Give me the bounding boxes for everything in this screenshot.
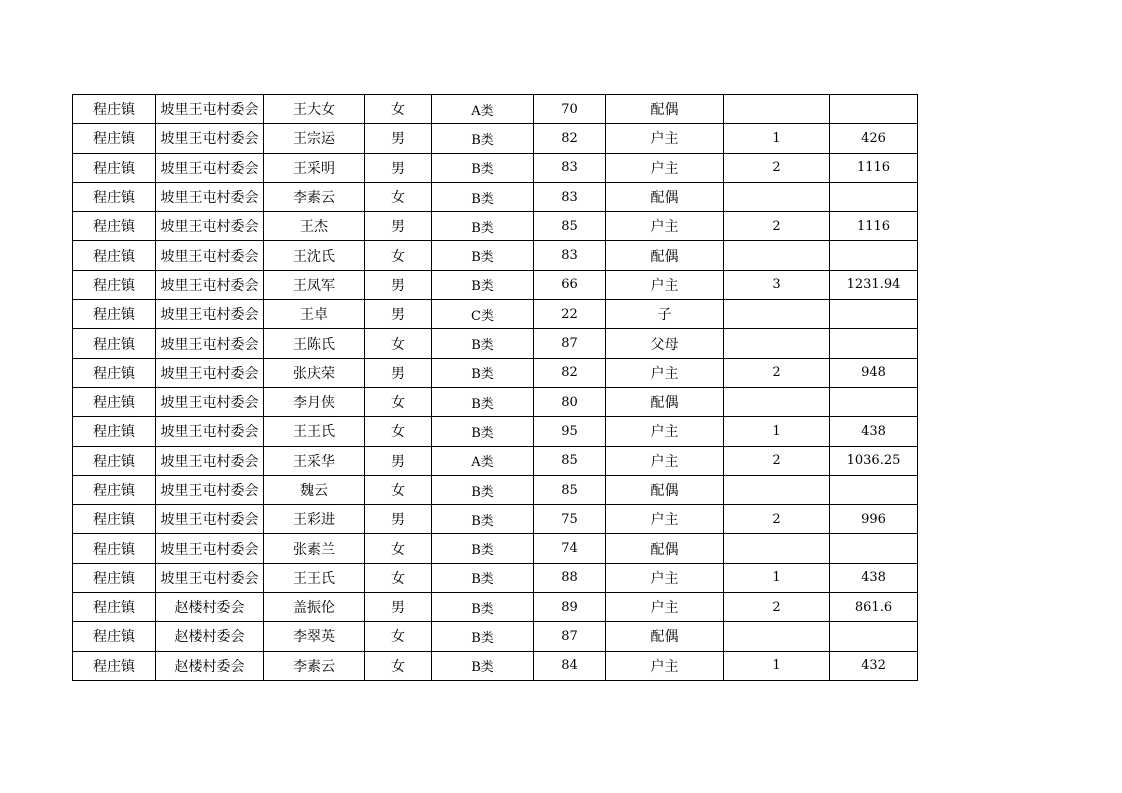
table-body bbox=[73, 95, 918, 681]
relation-cell: 户主 bbox=[606, 593, 724, 622]
amount-cell bbox=[830, 300, 918, 329]
relation-cell: 配偶 bbox=[606, 95, 724, 124]
category-cell: B类 bbox=[432, 182, 534, 211]
town-cell: 程庄镇 bbox=[73, 534, 156, 563]
relation-cell: 户主 bbox=[606, 358, 724, 387]
household-size-cell bbox=[724, 95, 830, 124]
gender-cell: 女 bbox=[365, 182, 432, 211]
age-cell: 89 bbox=[534, 593, 606, 622]
name-cell: 王采华 bbox=[264, 446, 365, 475]
village-cell: 坡里王屯村委会 bbox=[156, 505, 264, 534]
town-cell: 程庄镇 bbox=[73, 124, 156, 153]
table-row bbox=[73, 241, 918, 270]
name-cell: 张素兰 bbox=[264, 534, 365, 563]
gender-cell: 男 bbox=[365, 212, 432, 241]
name-cell: 盖振伦 bbox=[264, 593, 365, 622]
gender-cell: 男 bbox=[365, 505, 432, 534]
town-cell: 程庄镇 bbox=[73, 241, 156, 270]
village-cell: 坡里王屯村委会 bbox=[156, 358, 264, 387]
relation-cell: 户主 bbox=[606, 505, 724, 534]
household-size-cell bbox=[724, 534, 830, 563]
age-cell: 83 bbox=[534, 241, 606, 270]
gender-cell: 男 bbox=[365, 593, 432, 622]
name-cell: 李素云 bbox=[264, 182, 365, 211]
age-cell: 70 bbox=[534, 95, 606, 124]
category-cell: B类 bbox=[432, 475, 534, 504]
table-row bbox=[73, 270, 918, 299]
town-cell: 程庄镇 bbox=[73, 182, 156, 211]
village-cell: 坡里王屯村委会 bbox=[156, 270, 264, 299]
gender-cell: 男 bbox=[365, 300, 432, 329]
table-row bbox=[73, 182, 918, 211]
age-cell: 95 bbox=[534, 417, 606, 446]
amount-cell: 948 bbox=[830, 358, 918, 387]
gender-cell: 女 bbox=[365, 241, 432, 270]
name-cell: 王卓 bbox=[264, 300, 365, 329]
town-cell: 程庄镇 bbox=[73, 475, 156, 504]
household-size-cell bbox=[724, 300, 830, 329]
amount-cell bbox=[830, 475, 918, 504]
relation-cell: 配偶 bbox=[606, 182, 724, 211]
name-cell: 王王氏 bbox=[264, 563, 365, 592]
town-cell: 程庄镇 bbox=[73, 505, 156, 534]
amount-cell: 432 bbox=[830, 651, 918, 680]
town-cell: 程庄镇 bbox=[73, 95, 156, 124]
category-cell: B类 bbox=[432, 212, 534, 241]
gender-cell: 女 bbox=[365, 534, 432, 563]
amount-cell: 438 bbox=[830, 417, 918, 446]
village-cell: 坡里王屯村委会 bbox=[156, 124, 264, 153]
amount-cell: 996 bbox=[830, 505, 918, 534]
household-size-cell: 2 bbox=[724, 153, 830, 182]
gender-cell: 男 bbox=[365, 446, 432, 475]
category-cell: A类 bbox=[432, 95, 534, 124]
amount-cell: 1116 bbox=[830, 212, 918, 241]
table-row bbox=[73, 417, 918, 446]
gender-cell: 女 bbox=[365, 95, 432, 124]
town-cell: 程庄镇 bbox=[73, 593, 156, 622]
age-cell: 85 bbox=[534, 475, 606, 504]
household-size-cell: 2 bbox=[724, 358, 830, 387]
village-cell: 坡里王屯村委会 bbox=[156, 153, 264, 182]
category-cell: B类 bbox=[432, 124, 534, 153]
age-cell: 82 bbox=[534, 124, 606, 153]
town-cell: 程庄镇 bbox=[73, 212, 156, 241]
village-cell: 坡里王屯村委会 bbox=[156, 300, 264, 329]
name-cell: 王杰 bbox=[264, 212, 365, 241]
age-cell: 83 bbox=[534, 153, 606, 182]
category-cell: B类 bbox=[432, 651, 534, 680]
town-cell: 程庄镇 bbox=[73, 329, 156, 358]
table-row bbox=[73, 387, 918, 416]
category-cell: B类 bbox=[432, 417, 534, 446]
household-size-cell: 2 bbox=[724, 212, 830, 241]
relation-cell: 户主 bbox=[606, 212, 724, 241]
relation-cell: 父母 bbox=[606, 329, 724, 358]
town-cell: 程庄镇 bbox=[73, 387, 156, 416]
amount-cell: 1036.25 bbox=[830, 446, 918, 475]
name-cell: 魏云 bbox=[264, 475, 365, 504]
amount-cell bbox=[830, 622, 918, 651]
household-size-cell bbox=[724, 622, 830, 651]
name-cell: 李翠英 bbox=[264, 622, 365, 651]
gender-cell: 女 bbox=[365, 651, 432, 680]
village-cell: 坡里王屯村委会 bbox=[156, 446, 264, 475]
table-row bbox=[73, 563, 918, 592]
household-size-cell: 1 bbox=[724, 417, 830, 446]
village-cell: 坡里王屯村委会 bbox=[156, 387, 264, 416]
table-row bbox=[73, 358, 918, 387]
name-cell: 王大女 bbox=[264, 95, 365, 124]
category-cell: C类 bbox=[432, 300, 534, 329]
table-row bbox=[73, 95, 918, 124]
table-row bbox=[73, 153, 918, 182]
relation-cell: 户主 bbox=[606, 124, 724, 153]
household-size-cell: 2 bbox=[724, 446, 830, 475]
age-cell: 66 bbox=[534, 270, 606, 299]
category-cell: B类 bbox=[432, 505, 534, 534]
name-cell: 王凤军 bbox=[264, 270, 365, 299]
name-cell: 王彩进 bbox=[264, 505, 365, 534]
town-cell: 程庄镇 bbox=[73, 446, 156, 475]
table-row bbox=[73, 300, 918, 329]
amount-cell: 1231.94 bbox=[830, 270, 918, 299]
name-cell: 王采明 bbox=[264, 153, 365, 182]
amount-cell bbox=[830, 534, 918, 563]
name-cell: 王宗运 bbox=[264, 124, 365, 153]
village-cell: 赵楼村委会 bbox=[156, 622, 264, 651]
village-cell: 坡里王屯村委会 bbox=[156, 241, 264, 270]
name-cell: 李月侠 bbox=[264, 387, 365, 416]
age-cell: 83 bbox=[534, 182, 606, 211]
village-cell: 坡里王屯村委会 bbox=[156, 563, 264, 592]
gender-cell: 女 bbox=[365, 622, 432, 651]
amount-cell: 426 bbox=[830, 124, 918, 153]
age-cell: 82 bbox=[534, 358, 606, 387]
category-cell: B类 bbox=[432, 593, 534, 622]
household-size-cell bbox=[724, 182, 830, 211]
village-cell: 坡里王屯村委会 bbox=[156, 475, 264, 504]
age-cell: 22 bbox=[534, 300, 606, 329]
household-size-cell: 1 bbox=[724, 563, 830, 592]
town-cell: 程庄镇 bbox=[73, 651, 156, 680]
amount-cell bbox=[830, 387, 918, 416]
town-cell: 程庄镇 bbox=[73, 270, 156, 299]
household-size-cell: 3 bbox=[724, 270, 830, 299]
age-cell: 87 bbox=[534, 622, 606, 651]
name-cell: 王陈氏 bbox=[264, 329, 365, 358]
age-cell: 75 bbox=[534, 505, 606, 534]
category-cell: B类 bbox=[432, 270, 534, 299]
gender-cell: 男 bbox=[365, 124, 432, 153]
household-size-cell: 1 bbox=[724, 124, 830, 153]
gender-cell: 女 bbox=[365, 417, 432, 446]
town-cell: 程庄镇 bbox=[73, 622, 156, 651]
relation-cell: 户主 bbox=[606, 270, 724, 299]
gender-cell: 女 bbox=[365, 475, 432, 504]
household-size-cell bbox=[724, 475, 830, 504]
village-cell: 坡里王屯村委会 bbox=[156, 95, 264, 124]
category-cell: B类 bbox=[432, 387, 534, 416]
amount-cell: 861.6 bbox=[830, 593, 918, 622]
table-row bbox=[73, 124, 918, 153]
town-cell: 程庄镇 bbox=[73, 417, 156, 446]
household-size-cell bbox=[724, 329, 830, 358]
gender-cell: 女 bbox=[365, 387, 432, 416]
village-cell: 坡里王屯村委会 bbox=[156, 212, 264, 241]
table-row bbox=[73, 651, 918, 680]
village-cell: 赵楼村委会 bbox=[156, 651, 264, 680]
amount-cell: 438 bbox=[830, 563, 918, 592]
category-cell: B类 bbox=[432, 153, 534, 182]
amount-cell: 1116 bbox=[830, 153, 918, 182]
relation-cell: 户主 bbox=[606, 651, 724, 680]
relation-cell: 配偶 bbox=[606, 387, 724, 416]
category-cell: B类 bbox=[432, 622, 534, 651]
town-cell: 程庄镇 bbox=[73, 358, 156, 387]
category-cell: B类 bbox=[432, 563, 534, 592]
gender-cell: 男 bbox=[365, 153, 432, 182]
category-cell: B类 bbox=[432, 241, 534, 270]
age-cell: 84 bbox=[534, 651, 606, 680]
category-cell: B类 bbox=[432, 534, 534, 563]
town-cell: 程庄镇 bbox=[73, 153, 156, 182]
category-cell: A类 bbox=[432, 446, 534, 475]
gender-cell: 男 bbox=[365, 270, 432, 299]
age-cell: 80 bbox=[534, 387, 606, 416]
household-size-cell: 2 bbox=[724, 505, 830, 534]
household-size-cell bbox=[724, 241, 830, 270]
town-cell: 程庄镇 bbox=[73, 563, 156, 592]
amount-cell bbox=[830, 329, 918, 358]
age-cell: 85 bbox=[534, 212, 606, 241]
relation-cell: 户主 bbox=[606, 563, 724, 592]
name-cell: 张庆荣 bbox=[264, 358, 365, 387]
table-row bbox=[73, 212, 918, 241]
household-size-cell: 1 bbox=[724, 651, 830, 680]
relation-cell: 配偶 bbox=[606, 534, 724, 563]
age-cell: 87 bbox=[534, 329, 606, 358]
relation-cell: 配偶 bbox=[606, 622, 724, 651]
table-row bbox=[73, 475, 918, 504]
village-cell: 坡里王屯村委会 bbox=[156, 417, 264, 446]
table-row bbox=[73, 329, 918, 358]
name-cell: 李素云 bbox=[264, 651, 365, 680]
gender-cell: 女 bbox=[365, 329, 432, 358]
relation-cell: 户主 bbox=[606, 153, 724, 182]
data-table bbox=[72, 94, 918, 681]
name-cell: 王王氏 bbox=[264, 417, 365, 446]
amount-cell bbox=[830, 95, 918, 124]
age-cell: 88 bbox=[534, 563, 606, 592]
relation-cell: 户主 bbox=[606, 417, 724, 446]
relation-cell: 配偶 bbox=[606, 475, 724, 504]
amount-cell bbox=[830, 182, 918, 211]
age-cell: 74 bbox=[534, 534, 606, 563]
household-size-cell: 2 bbox=[724, 593, 830, 622]
table-row bbox=[73, 622, 918, 651]
village-cell: 坡里王屯村委会 bbox=[156, 534, 264, 563]
village-cell: 赵楼村委会 bbox=[156, 593, 264, 622]
village-cell: 坡里王屯村委会 bbox=[156, 329, 264, 358]
relation-cell: 配偶 bbox=[606, 241, 724, 270]
household-size-cell bbox=[724, 387, 830, 416]
table-row bbox=[73, 446, 918, 475]
relation-cell: 户主 bbox=[606, 446, 724, 475]
category-cell: B类 bbox=[432, 329, 534, 358]
table-row bbox=[73, 505, 918, 534]
category-cell: B类 bbox=[432, 358, 534, 387]
gender-cell: 男 bbox=[365, 358, 432, 387]
table-row bbox=[73, 534, 918, 563]
relation-cell: 子 bbox=[606, 300, 724, 329]
gender-cell: 女 bbox=[365, 563, 432, 592]
town-cell: 程庄镇 bbox=[73, 300, 156, 329]
age-cell: 85 bbox=[534, 446, 606, 475]
amount-cell bbox=[830, 241, 918, 270]
village-cell: 坡里王屯村委会 bbox=[156, 182, 264, 211]
table-row bbox=[73, 593, 918, 622]
name-cell: 王沈氏 bbox=[264, 241, 365, 270]
